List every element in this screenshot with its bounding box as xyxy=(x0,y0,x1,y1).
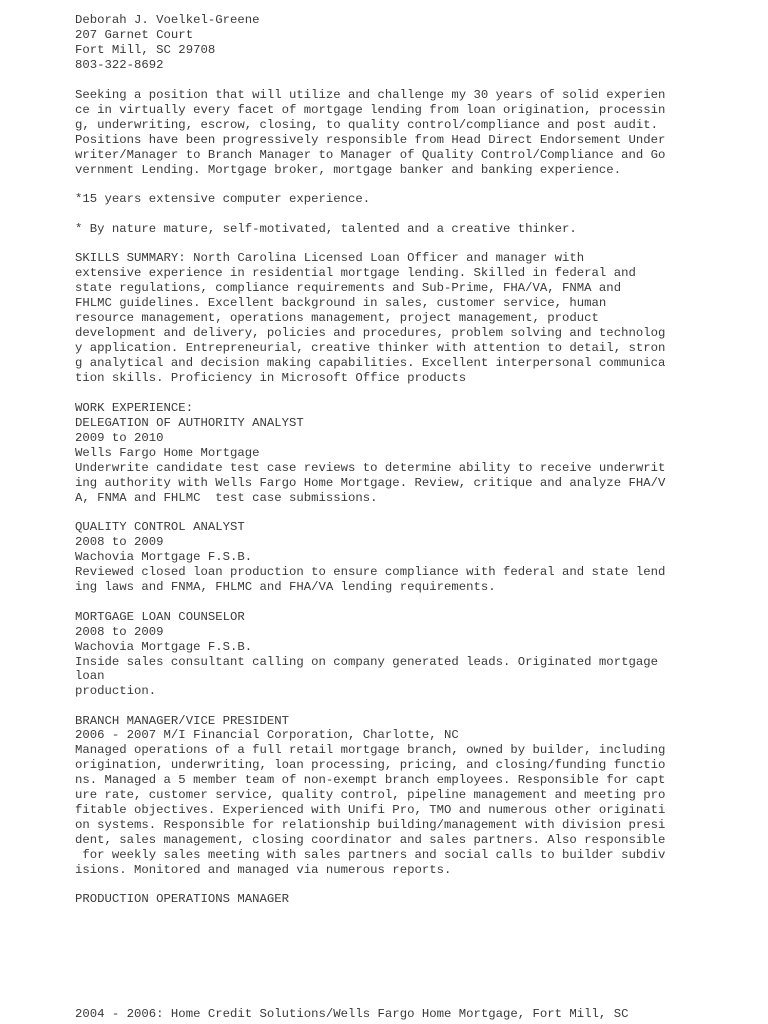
skills-summary-line: FHLMC guidelines. Excellent background in sales, customer service, human xyxy=(75,296,607,310)
skills-summary-line: development and delivery, policies and procedures, problem solving and technolog xyxy=(75,326,666,340)
job-description-line: fitable objectives. Experienced with Unifi Pro, TMO and numerous other originati xyxy=(75,803,666,817)
work-experience-heading: WORK EXPERIENCE: xyxy=(75,401,194,415)
job-description-line: dent, sales management, closing coordinator and sales partners. Also responsible xyxy=(75,833,666,847)
job-description-line: on systems. Responsible for relationship building/management with division presi xyxy=(75,818,666,832)
job-company: Wachovia Mortgage F.S.B. xyxy=(75,640,253,654)
highlight-personal-traits: * By nature mature, self-motivated, talented and a creative thinker. xyxy=(75,222,577,236)
objective-line: vernment Lending. Mortgage broker, mortgage banker and banking experience. xyxy=(75,163,622,177)
job-dates: 2004 - 2006: Home Credit Solutions/Wells Fargo Home Mortgage, Fort Mill, SC xyxy=(75,1007,629,1021)
contact-street: 207 Garnet Court xyxy=(75,28,194,42)
job-description-line: isions. Monitored and managed via numerous reports. xyxy=(75,863,452,877)
skills-summary-line: tion skills. Proficiency in Microsoft Office products xyxy=(75,371,467,385)
job-description-line: Managed operations of a full retail mortgage branch, owned by builder, including xyxy=(75,743,666,757)
job-description-line: ing authority with Wells Fargo Home Mortgage. Review, critique and analyze FHA/V xyxy=(75,476,666,490)
objective-line: writer/Manager to Branch Manager to Manager of Quality Control/Compliance and Go xyxy=(75,148,666,162)
job-description-line: origination, underwriting, loan processing, pricing, and closing/funding functio xyxy=(75,758,666,772)
objective-line: ce in virtually every facet of mortgage lending from loan origination, processin xyxy=(75,103,666,117)
job-title: PRODUCTION OPERATIONS MANAGER xyxy=(75,892,290,906)
job-title: DELEGATION OF AUTHORITY ANALYST xyxy=(75,416,304,430)
skills-summary-line: state regulations, compliance requirements and Sub-Prime, FHA/VA, FNMA and xyxy=(75,281,622,295)
job-title: QUALITY CONTROL ANALYST xyxy=(75,520,245,534)
job-description-line: A, FNMA and FHLMC test case submissions. xyxy=(75,491,378,505)
highlight-computer-experience: *15 years extensive computer experience. xyxy=(75,192,371,206)
objective-line: g, underwriting, escrow, closing, to quality control/compliance and post audit. xyxy=(75,118,658,132)
job-description-line: production. xyxy=(75,684,157,698)
contact-phone: 803-322-8692 xyxy=(75,58,164,72)
objective-line: Positions have been progressively responsible from Head Direct Endorsement Under xyxy=(75,133,666,147)
skills-summary-line: resource management, operations management, project management, product xyxy=(75,311,599,325)
job-title: BRANCH MANAGER/VICE PRESIDENT xyxy=(75,714,290,728)
job-description-line: ns. Managed a 5 member team of non-exempt branch employees. Responsible for capt xyxy=(75,773,666,787)
skills-summary-line: SKILLS SUMMARY: North Carolina Licensed Loan Officer and manager with xyxy=(75,251,585,265)
contact-city-state-zip: Fort Mill, SC 29708 xyxy=(75,43,216,57)
job-company: Wachovia Mortgage F.S.B. xyxy=(75,550,253,564)
job-title: MORTGAGE LOAN COUNSELOR xyxy=(75,610,245,624)
job-description-line: Reviewed closed loan production to ensure compliance with federal and state lend xyxy=(75,565,666,579)
job-description-line: Underwrite candidate test case reviews to determine ability to receive underwrit xyxy=(75,461,666,475)
job-description-line: ure rate, customer service, quality control, pipeline management and meeting pro xyxy=(75,788,666,802)
job-dates: 2006 - 2007 M/I Financial Corporation, Charlotte, NC xyxy=(75,728,459,742)
job-company: Wells Fargo Home Mortgage xyxy=(75,446,260,460)
skills-summary-line: g analytical and decision making capabilities. Excellent interpersonal communica xyxy=(75,356,666,370)
contact-name: Deborah J. Voelkel-Greene xyxy=(75,13,260,27)
job-description-line: loan xyxy=(75,669,105,683)
job-dates: 2008 to 2009 xyxy=(75,625,164,639)
skills-summary-line: y application. Entrepreneurial, creative thinker with attention to detail, stron xyxy=(75,341,666,355)
job-description-line: for weekly sales meeting with sales partners and social calls to builder subdiv xyxy=(75,848,666,862)
job-dates: 2009 to 2010 xyxy=(75,431,164,445)
skills-summary-line: extensive experience in residential mortgage lending. Skilled in federal and xyxy=(75,266,636,280)
job-dates: 2008 to 2009 xyxy=(75,535,164,549)
objective-line: Seeking a position that will utilize and challenge my 30 years of solid experien xyxy=(75,88,666,102)
job-description-line: Inside sales consultant calling on company generated leads. Originated mortgage xyxy=(75,655,658,669)
job-description-line: ing laws and FNMA, FHLMC and FHA/VA lending requirements. xyxy=(75,580,496,594)
